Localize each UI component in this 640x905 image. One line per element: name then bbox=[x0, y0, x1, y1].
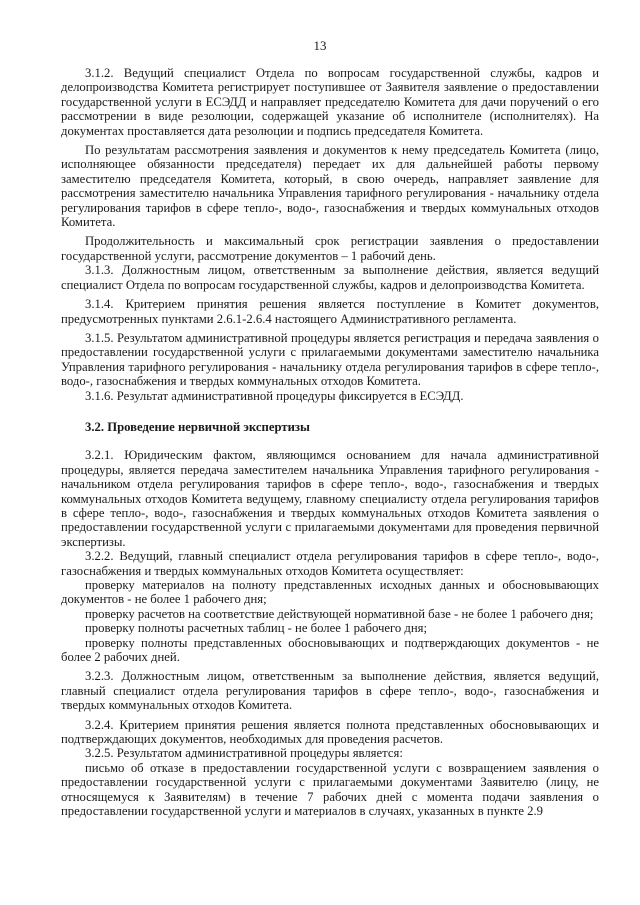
paragraph-duration: Продолжительность и максимальный срок регистрации заявления о предоставлении государственной услуги, рассмотрение документов – 1 рабочий день. bbox=[61, 234, 599, 263]
paragraph-refusal-letter: письмо об отказе в предоставлении государственной услуги с возвращением заявления о предоставлении государственной услуги с прилагаемыми документами Заявителю (лицу, не относящемуся к Заявителям) в течение 7 рабочих дней с момента подачи заявления о предоставлении государственной услуги и материалов в случаях, указанных в пункте 2.9 bbox=[61, 760, 599, 819]
section-heading-3-2: 3.2. Проведение нервичной экспертизы bbox=[85, 419, 310, 434]
paragraph-3-1-4: 3.1.4. Критерием принятия решения является поступление в Комитет документов, предусмотренных пунктами 2.6.1-2.6.4 настоящего Административного регламента. bbox=[61, 297, 599, 326]
paragraph-3-2-4: 3.2.4. Критерием принятия решения является полнота представленных обосновывающих и подтверждающих документов, необходимых для проведения расчетов. bbox=[61, 717, 599, 747]
paragraph-review-results: По результатам рассмотрения заявления и документов к нему председатель Комитета (лицо, исполняющее обязанности председателя) передает их для дальнейшей работы первому заместителю председателя Комитета, который, в свою очередь, направляет заявление для рассмотрения заместителю начальника Управления тарифного регулирования - начальнику отдела регулирования тарифов в сфере тепло-, водо-, газоснабжения и твердых коммунальных отходов Комитета. bbox=[61, 143, 599, 230]
paragraph-3-1-2: 3.1.2. Ведущий специалист Отдела по вопросам государственной службы, кадров и делопроизводства Комитета регистрирует поступившее от Заявителя заявление о предоставлении государственной услуги в ЕСЭДД и направляет председателю Комитета для дачи поручений о его рассмотрении в виде резолюции, содержащей указание об исполнителе (исполнителях). На документах проставляется дата резолюции и подпись председателя Комитета. bbox=[61, 66, 599, 138]
paragraph-3-2-1: 3.2.1. Юридическим фактом, являющимся основанием для начала административной процедуры, является передача заместителем начальника Управления тарифного регулирования - начальником отдела регулирования тарифов в сфере тепло-, водо-, газоснабжения и твердых коммунальных отходов Комитета ведущему, главному специалисту отдела регулирования тарифов в сфере тепло-, водо-, газоснабжения и твердых коммунальных отходов Комитета заявления о предоставлении государственной услуги с прилагаемыми документами для проведения первичной экспертизы. bbox=[61, 448, 599, 549]
paragraph-3-2-2: 3.2.2. Ведущий, главный специалист отдела регулирования тарифов в сфере тепло-, водо-, газоснабжения и твердых коммунальных отходов Комитета осуществляет: bbox=[61, 549, 599, 578]
paragraph-3-1-5: 3.1.5. Результатом административной процедуры является регистрация и передача заявления о предоставлении государственной услуги с прилагаемыми документами заместителю начальника Управления тарифного регулирования - начальнику отдела регулирования тарифов в сфере тепло-, водо-, газоснабжения и твердых коммунальных отходов Комитета. bbox=[61, 330, 599, 389]
check-item-tables: проверку полноты расчетных таблиц - не более 1 рабочего дня; bbox=[85, 621, 428, 636]
document-body bbox=[61, 66, 599, 819]
check-item-documents: проверку полноты представленных обосновывающих и подтверждающих документов - не более 2 рабочих дней. bbox=[61, 635, 599, 665]
paragraph-3-2-3: 3.2.3. Должностным лицом, ответственным за выполнение действия, является ведущий, главный специалист отдела регулирования тарифов в сфере тепло-, водо-, газоснабжения и твердых коммунальных отходов Комитета. bbox=[61, 669, 599, 713]
page-number: 13 bbox=[313, 38, 327, 53]
paragraph-3-1-6: 3.1.6. Результат административной процедуры фиксируется в ЕСЭДД. bbox=[85, 388, 464, 403]
paragraph-3-1-3: 3.1.3. Должностным лицом, ответственным за выполнение действия, является ведущий специалист Отдела по вопросам государственной службы, кадров и делопроизводства Комитета. bbox=[61, 263, 599, 292]
paragraph-3-2-5: 3.2.5. Результатом административной процедуры является: bbox=[85, 746, 403, 761]
check-item-materials: проверку материалов на полноту представленных исходных данных и обосновывающих документов - не более 1 рабочего дня; bbox=[61, 578, 599, 607]
check-item-calculations: проверку расчетов на соответствие действующей нормативной базе - не более 1 рабочего дня; bbox=[85, 606, 594, 621]
